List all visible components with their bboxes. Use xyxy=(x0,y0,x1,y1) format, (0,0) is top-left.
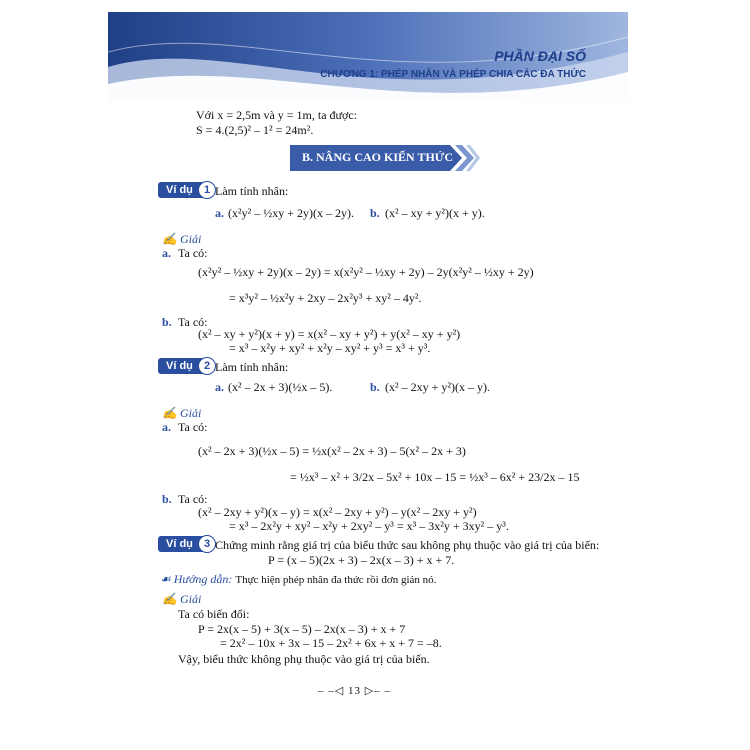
ex2-sol-b-line2: = x³ – 2x²y + xy² – x²y + 2xy² – y³ = x³ – 3x²y + 3xy² – y³. xyxy=(229,519,509,533)
intro-line-1: Với x = 2,5m và y = 1m, ta được: xyxy=(196,108,358,122)
example2-a-label: a. xyxy=(215,380,224,394)
example-number: 2 xyxy=(198,357,216,375)
hint-line xyxy=(160,572,436,587)
page-number-value: 13 xyxy=(347,685,361,697)
example2-b-label: b. xyxy=(370,380,380,394)
example-number: 1 xyxy=(198,181,216,199)
hint-text: Thực hiện phép nhân đa thức rồi đơn giản nó. xyxy=(235,574,437,586)
example1-a-label: a. xyxy=(215,206,224,220)
hint-label: Hướng dẫn: xyxy=(173,572,233,586)
example3-task: Chứng minh rằng giá trị của biểu thức sau không phụ thuộc vào giá trị của biến: xyxy=(215,538,600,552)
example3-expression: P = (x – 5)(2x + 3) – 2x(x – 3) + x + 7. xyxy=(268,553,455,567)
ex3-sol-line4: Vậy, biểu thức không phụ thuộc vào giá trị của biến. xyxy=(178,652,430,666)
solution-heading-2 xyxy=(162,406,201,421)
solution-label: Giải xyxy=(179,232,202,246)
solution-label: Giải xyxy=(179,406,202,420)
example1-task: Làm tính nhân: xyxy=(215,184,289,198)
ex1-sol-b-line2: = x³ – x²y + xy² + x²y – xy² + y³ = x³ + y³. xyxy=(229,341,431,355)
example-label: Ví dụ xyxy=(166,184,193,196)
solution-heading-3 xyxy=(162,592,201,607)
ex3-sol-line2: P = 2x(x – 5) + 3(x – 5) – 2x(x – 3) + x + 7 xyxy=(198,622,406,636)
pen-icon: ✍ xyxy=(162,406,177,420)
solution-heading-1 xyxy=(162,232,201,247)
ex1-sol-a-intro: Ta có: xyxy=(178,246,208,260)
section-banner xyxy=(290,143,460,173)
ex1-sol-a-line1: (x²y² – ½xy + 2y)(x – 2y) = x(x²y² – ½xy + 2y) – 2y(x²y² – ½xy + 2y) xyxy=(198,265,534,279)
example-badge-3 xyxy=(158,536,210,552)
example-number: 3 xyxy=(198,535,216,553)
ex1-sol-a-label: a. xyxy=(162,246,171,260)
ex3-sol-line3: = 2x² – 10x + 3x – 15 – 2x² + 6x + x + 7 = –8. xyxy=(220,636,442,650)
example1-b-expr: (x² – xy + y²)(x + y). xyxy=(385,206,485,220)
ex2-sol-a-line2: = ½x³ – x² + 3/2x – 5x² + 10x – 15 = ½x³ – 6x² + 23/2x – 15 xyxy=(290,470,580,484)
example2-a-expr: (x² – 2x + 3)(½x – 5). xyxy=(228,380,333,394)
footer-right-ornament: ▷– – xyxy=(360,685,391,697)
ex2-sol-b-intro: Ta có: xyxy=(178,492,208,506)
page-number xyxy=(318,684,391,697)
example2-b-expr: (x² – 2xy + y²)(x – y). xyxy=(385,380,490,394)
part-title: PHẦN ĐẠI SỐ xyxy=(494,48,586,64)
intro-line-2: S = 4.(2,5)² – 1² = 24m². xyxy=(196,123,314,137)
example1-b-label: b. xyxy=(370,206,380,220)
ex2-sol-b-label: b. xyxy=(162,492,172,506)
hint-icon: ☙ xyxy=(160,572,171,586)
pen-icon: ✍ xyxy=(162,592,177,606)
ex1-sol-b-line1: (x² – xy + y²)(x + y) = x(x² – xy + y²) + y(x² – xy + y²) xyxy=(198,327,461,341)
pen-icon: ✍ xyxy=(162,232,177,246)
ex1-sol-b-intro: Ta có: xyxy=(178,315,208,329)
ex2-sol-a-intro: Ta có: xyxy=(178,420,208,434)
solution-label: Giải xyxy=(179,592,202,606)
ex2-sol-a-line1: (x² – 2x + 3)(½x – 5) = ½x(x² – 2x + 3) – 5(x² – 2x + 3) xyxy=(198,444,466,458)
ex2-sol-a-label: a. xyxy=(162,420,171,434)
ex1-sol-a-line2: = x³y² – ½x²y + 2xy – 2x²y³ + xy² – 4y². xyxy=(229,291,422,305)
example2-task: Làm tính nhân: xyxy=(215,360,289,374)
example-badge-1 xyxy=(158,182,210,198)
example-label: Ví dụ xyxy=(166,360,193,372)
ex3-sol-line1: Ta có biến đổi: xyxy=(178,607,250,621)
ex2-sol-b-line1: (x² – 2xy + y²)(x – y) = x(x² – 2xy + y²) – y(x² – 2xy + y²) xyxy=(198,505,477,519)
example-badge-2 xyxy=(158,358,210,374)
ex1-sol-b-label: b. xyxy=(162,315,172,329)
section-banner-text: B. NÂNG CAO KIẾN THỨC xyxy=(302,150,454,164)
example-label: Ví dụ xyxy=(166,538,193,550)
footer-left-ornament: – –◁ xyxy=(318,685,348,697)
example1-a-expr: (x²y² – ½xy + 2y)(x – 2y). xyxy=(228,206,354,220)
page-header xyxy=(108,12,628,102)
chapter-title: CHƯƠNG 1: PHÉP NHÂN VÀ PHÉP CHIA CÁC ĐA THỨC xyxy=(320,69,586,80)
